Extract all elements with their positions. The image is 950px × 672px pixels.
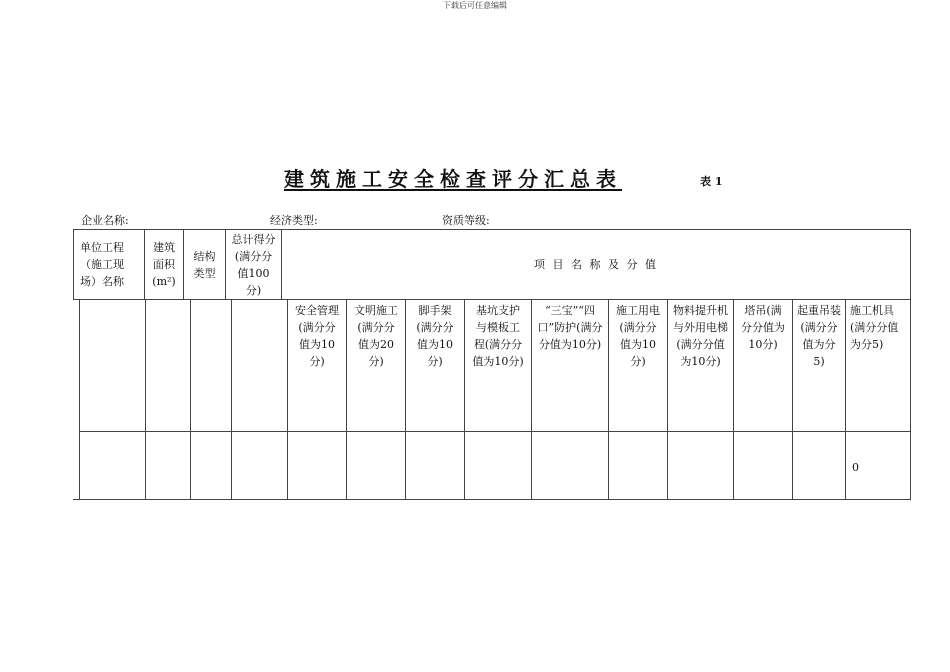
company-name-label: 企业名称: [81,214,129,227]
row3-item-cell [608,431,668,500]
row3-item-cell [405,431,465,500]
row3-unit-cell [79,431,146,500]
header-unit-name: 单位工程（施工现场）名称 [73,229,145,300]
row3-total-cell [231,431,288,500]
header-building-area: 建筑面积(m²) [144,229,184,300]
item-hoisting: 起重吊装(满分分值为分5) [792,299,846,432]
row3-structure-cell [190,431,232,500]
item-tower-crane: 塔吊(满分分值为10分) [733,299,793,432]
table-number: 表 1 [700,175,723,188]
row3-item-cell [346,431,406,500]
item-scaffolding: 脚手架(满分分值为10分) [405,299,465,432]
economy-type-label: 经济类型: [270,214,318,227]
row3-area-cell [145,431,191,500]
item-construction-machinery: 施工机具(满分分值为分5) [845,299,911,432]
row2-total-cell [231,299,288,432]
row3-item-cell [531,431,609,500]
row3-item-cell [287,431,347,500]
item-three-treasures-four-openings: “三宝”“四口”防护(满分分值为10分) [531,299,609,432]
document-title: 建筑施工安全检查评分汇总表 [284,167,622,191]
machinery-score-value: 0 [852,461,859,474]
header-total-score: 总计得分(满分分值100分) [225,229,282,300]
row2-area-cell [145,299,191,432]
item-material-hoist-elevator: 物料提升机与外用电梯(满分分值为10分) [667,299,734,432]
row2-unit-cell [79,299,146,432]
row2-structure-cell [190,299,232,432]
row3-item-cell [667,431,734,500]
header-structure-type: 结构类型 [183,229,226,300]
row3-item-cell [733,431,793,500]
top-note: 下载后可任意编辑 [443,1,507,10]
row3-item-cell [792,431,846,500]
item-foundation-pit-formwork: 基坑支护与模板工程(满分分值为10分) [464,299,532,432]
row3-item-cell [464,431,532,500]
item-civilized-construction: 文明施工(满分分值为20分) [346,299,406,432]
header-items-group: 项 目 名 称 及 分 值 [281,229,911,300]
item-construction-electricity: 施工用电(满分分值为10分) [608,299,668,432]
table-bottom-tick [73,499,80,500]
item-safety-management: 安全管理(满分分值为10分) [287,299,347,432]
qualification-label: 资质等级: [442,214,490,227]
